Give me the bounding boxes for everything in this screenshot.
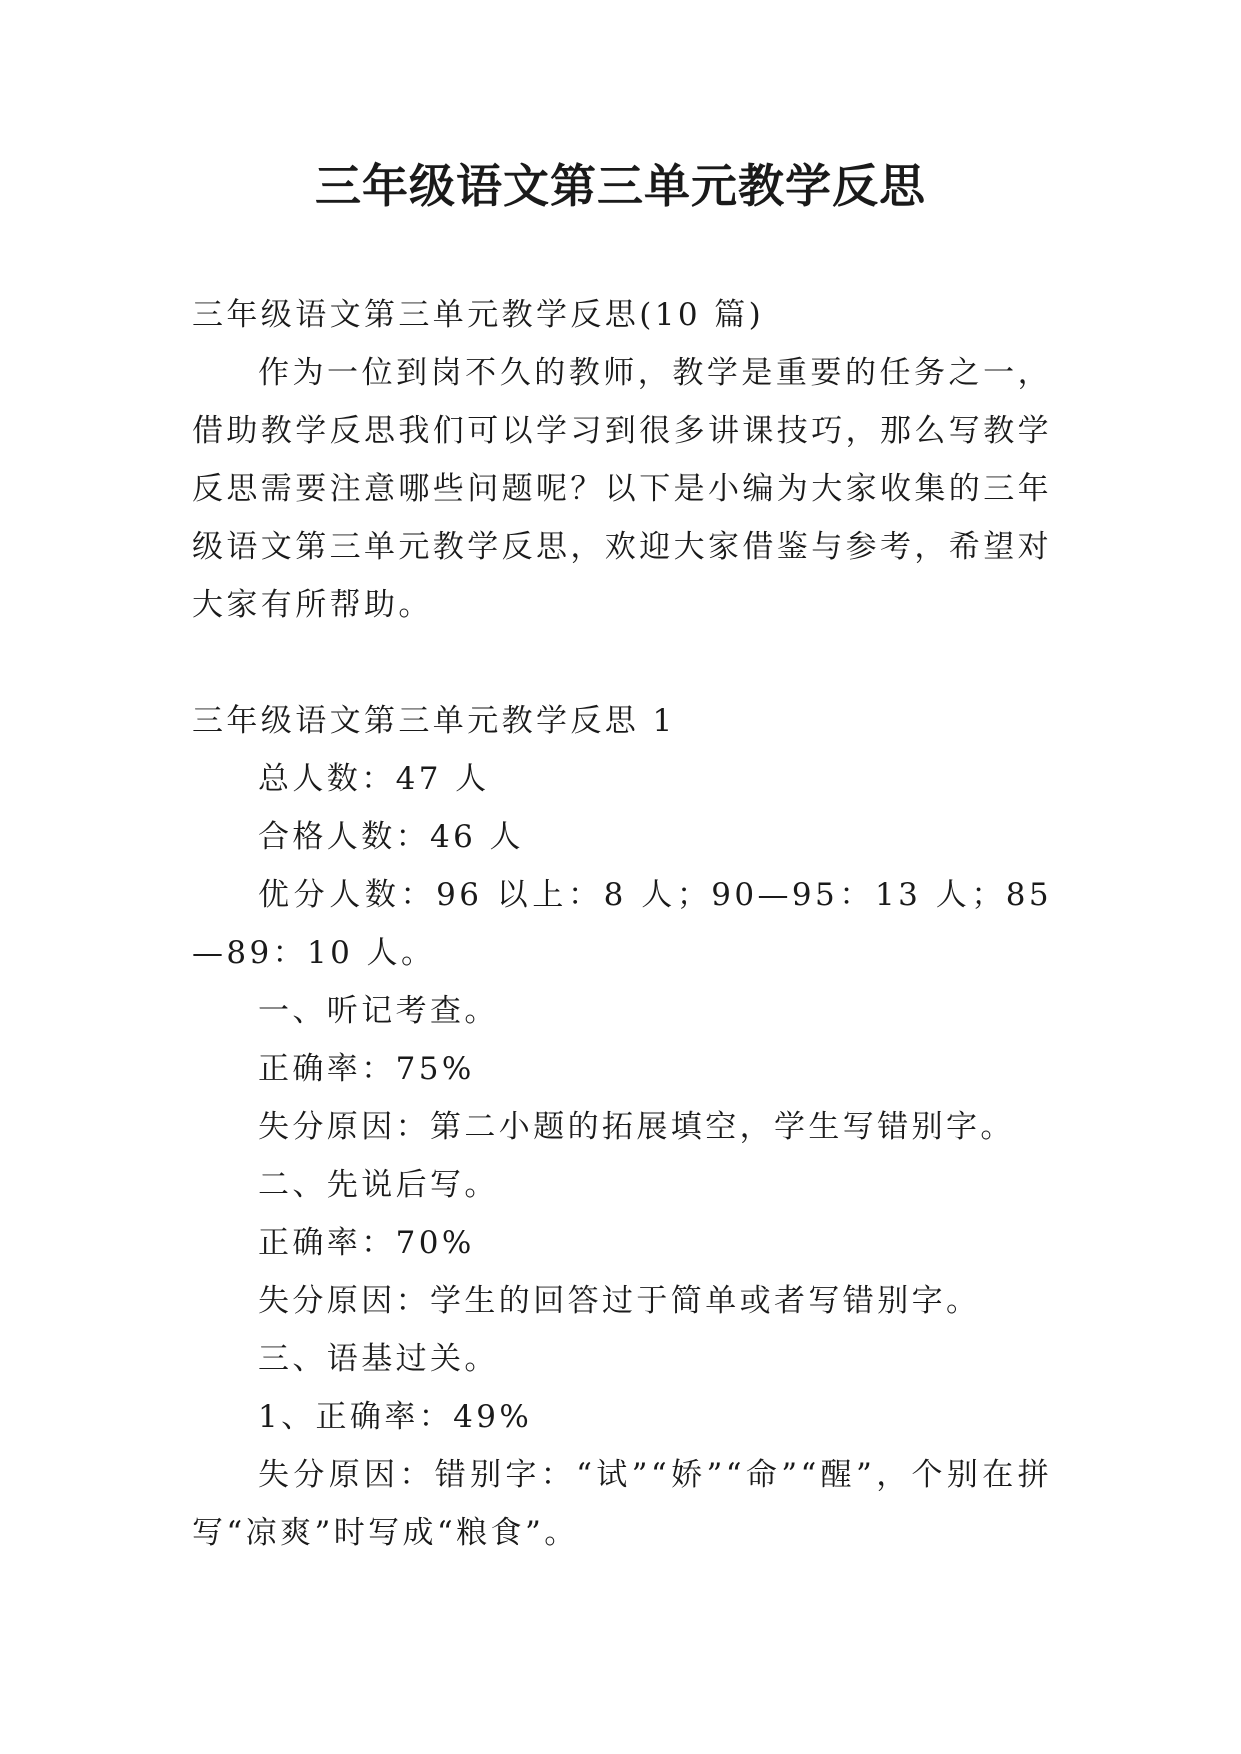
excellent-count-line: 优分人数：96 以上：8 人；90—95：13 人；85—89：10 人。: [192, 877, 1052, 971]
section-heading: 三年级语文第三单元教学反思 1: [192, 703, 676, 739]
part-one-heading: 一、听记考查。: [258, 993, 499, 1029]
document-body: [192, 286, 1052, 1562]
part-one-reason: 失分原因：第二小题的拓展填空，学生写错别字。: [258, 1109, 1015, 1145]
intro-paragraph: 作为一位到岗不久的教师，教学是重要的任务之一，借助教学反思我们可以学习到很多讲课技巧，那么写教学反思需要注意哪些问题呢？以下是小编为大家收集的三年级语文第三单元教学反思，欢迎大家借鉴与参考，希望对大家有所帮助。: [192, 355, 1052, 623]
part-three-accuracy: 1、正确率：49%: [258, 1399, 533, 1435]
pass-count-line: 合格人数：46 人: [258, 819, 524, 855]
document-subtitle: 三年级语文第三单元教学反思(10 篇): [192, 297, 765, 333]
part-two-heading: 二、先说后写。: [258, 1167, 499, 1203]
part-one-accuracy: 正确率：75%: [258, 1051, 475, 1087]
total-count-line: 总人数：47 人: [258, 761, 490, 797]
paragraph-gap: [192, 634, 1052, 692]
document-title: 三年级语文第三单元教学反思: [315, 159, 926, 213]
part-three-heading: 三、语基过关。: [258, 1341, 499, 1377]
part-two-accuracy: 正确率：70%: [258, 1225, 475, 1261]
part-three-reason: 失分原因：错别字：“试”“娇”“命”“醒”，个别在拼写“凉爽”时写成“粮食”。: [192, 1457, 1052, 1551]
part-two-reason: 失分原因：学生的回答过于简单或者写错别字。: [258, 1283, 981, 1319]
